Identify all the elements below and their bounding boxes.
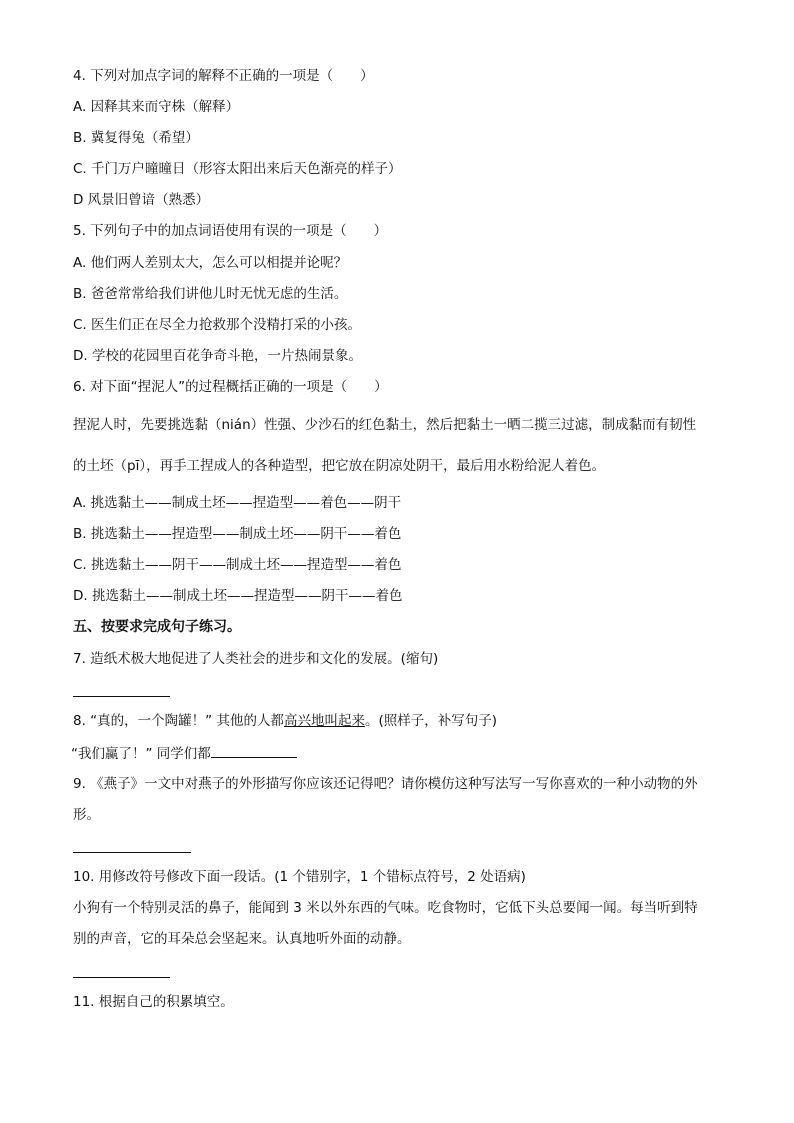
- q6-option-a: A. 挑选黏土——制成土坯——捏造型——着色——阴干: [73, 495, 402, 511]
- q6-option-c: C. 挑选黏土——阴干——制成土坯——捏造型——着色: [73, 557, 402, 573]
- q8-stem-prefix: 8. “真的，一个陶罐！” 其他的人都: [73, 713, 284, 729]
- q9-answer-blank[interactable]: [73, 852, 191, 853]
- q10-stem: 10. 用修改符号修改下面一段话。(1 个错别字，1 个错标点符号，2 处语病): [73, 869, 526, 885]
- q8-sub: [71, 743, 297, 763]
- section-heading: 五、按要求完成句子练习。: [73, 619, 241, 635]
- q6-stem: 6. 对下面“捏泥人”的过程概括正确的一项是（ ）: [73, 379, 388, 395]
- q6-passage-line-2: 的土坯（pī），再手工捏成人的各种造型，把它放在阴凉处阴干，最后用水粉给泥人着色。: [73, 458, 606, 474]
- q10-paragraph-line-2: 别的声音，它的耳朵总会坚起来。认真地听外面的动静。: [73, 931, 411, 947]
- q9-line-2: 形。: [73, 807, 100, 823]
- q8-underlined-phrase: 高兴地叫起来: [283, 713, 365, 729]
- q7-answer-blank[interactable]: [73, 696, 170, 697]
- q5-option-a: A. 他们两人差别太大，怎么可以相提并论呢？: [73, 255, 348, 271]
- q8-stem: [73, 712, 497, 730]
- q4-stem: 4. 下列对加点字词的解释不正确的一项是（ ）: [73, 68, 374, 84]
- q5-option-c: C. 医生们正在尽全力抢救那个没精打采的小孩。: [73, 317, 362, 333]
- q6-option-d: D. 挑选黏土——制成土坯——捏造型——阴干——着色: [73, 588, 403, 604]
- q7-stem: 7. 造纸术极大地促进了人类社会的进步和文化的发展。(缩句): [73, 651, 439, 667]
- q9-line-1: 9. 《燕子》一文中对燕子的外形描写你应该还记得吧？请你模仿这种写法写一写你喜欢的一种小动物的外: [73, 776, 698, 792]
- q4-option-a: A. 因释其来而守株（解释）: [73, 99, 240, 115]
- q8-stem-suffix: 。(照样子，补写句子): [364, 713, 497, 729]
- q8-sub-text: “我们赢了！” 同学们都: [71, 746, 211, 762]
- q4-option-b: B. 冀复得兔（希望）: [73, 130, 199, 146]
- q4-option-c: C. 千门万户曈曈日（形容太阳出来后天色渐亮的样子）: [73, 161, 402, 177]
- q10-paragraph-line-1: 小狗有一个特别灵活的鼻子，能闻到 3 米以外东西的气味。吃食物时，它低下头总要闻一闻。每当听到特: [73, 900, 698, 916]
- q11-stem: 11. 根据自己的积累填空。: [73, 994, 234, 1010]
- q8-answer-blank[interactable]: [211, 743, 297, 758]
- q10-answer-blank[interactable]: [73, 977, 170, 978]
- q6-passage-line-1: 捏泥人时，先要挑选黏（nián）性强、少沙石的红色黏土，然后把黏土一晒二揽三过滤，制成黏而有韧性: [73, 417, 697, 433]
- q5-option-d: D. 学校的花园里百花争奇斗艳，一片热闹景象。: [73, 348, 362, 364]
- q5-stem: 5. 下列句子中的加点词语使用有误的一项是（ ）: [73, 223, 388, 239]
- q4-option-d: D 风景旧曾谙（熟悉）: [73, 192, 210, 208]
- q5-option-b: B. 爸爸常常给我们讲他儿时无忧无虑的生活。: [73, 286, 348, 302]
- q6-option-b: B. 挑选黏土——捏造型——制成土坯——阴干——着色: [73, 526, 402, 542]
